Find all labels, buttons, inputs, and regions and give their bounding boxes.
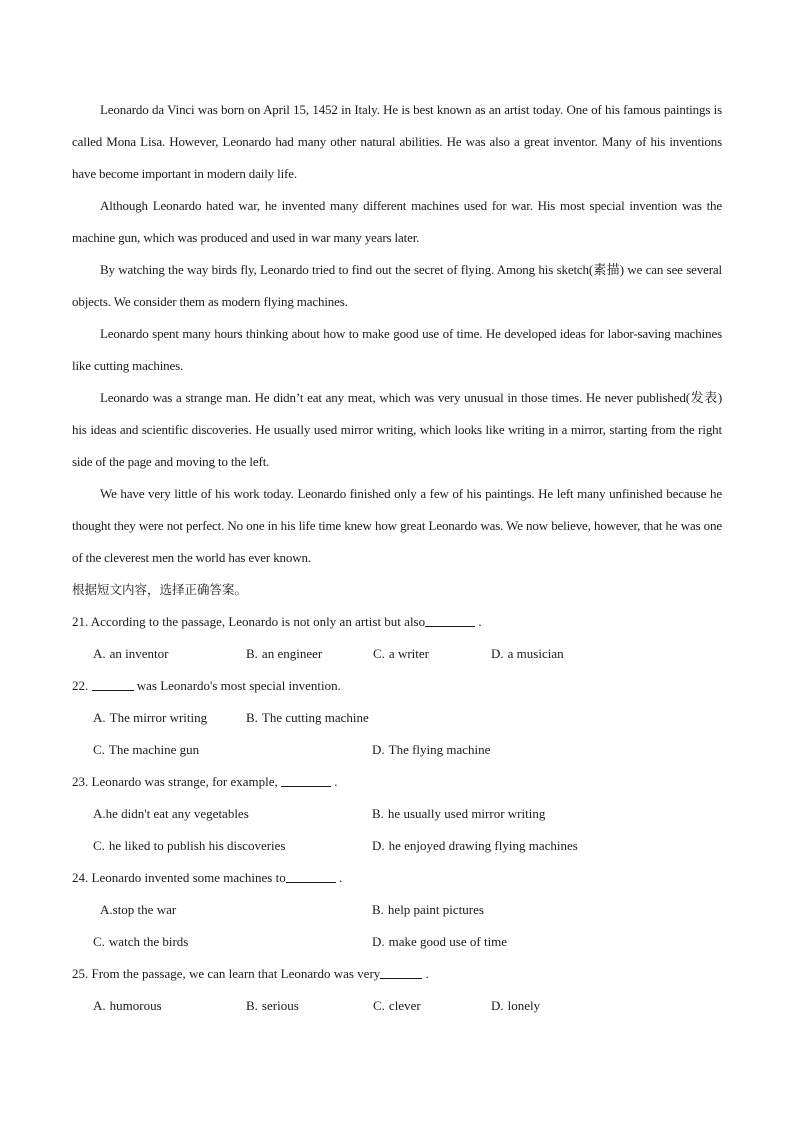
option-text: he didn't eat any vegetables	[105, 806, 249, 821]
option-text: lonely	[507, 998, 541, 1013]
options-row	[72, 798, 722, 830]
stem-end: .	[334, 774, 338, 789]
question-22	[72, 670, 722, 766]
question-stem	[72, 958, 722, 990]
question-stem	[72, 862, 722, 894]
option-a[interactable]	[93, 638, 168, 670]
answer-blank	[92, 677, 134, 691]
option-c[interactable]	[373, 638, 429, 670]
option-text: stop the war	[112, 902, 177, 917]
options-row	[72, 926, 722, 958]
option-text: help paint pictures	[387, 902, 484, 917]
options-row	[72, 990, 722, 1022]
passage-paragraph: Leonardo was a strange man. He didn’t eat any meat, which was very unusual in those times. He never published(发表) his ideas and scientific discoveries. He usually used mirror writing, which looks like writing in a mirror, starting from the right side of the page and moving to the left.	[72, 390, 722, 469]
stem-text: From the passage, we can learn that Leonardo was very	[91, 966, 381, 981]
option-d[interactable]	[372, 734, 490, 766]
option-b[interactable]	[372, 798, 545, 830]
question-stem	[72, 766, 722, 798]
option-letter: C.	[373, 646, 385, 661]
option-a[interactable]	[93, 702, 207, 734]
option-text: he usually used mirror writing	[387, 806, 546, 821]
option-d[interactable]	[491, 638, 564, 670]
options-row	[72, 702, 722, 734]
option-letter: A.	[93, 710, 106, 725]
option-letter: D.	[491, 998, 504, 1013]
question-24	[72, 862, 722, 958]
option-d[interactable]	[372, 830, 578, 862]
option-c[interactable]	[373, 990, 421, 1022]
question-stem	[72, 670, 722, 702]
passage-paragraph: Leonardo da Vinci was born on April 15, 1452 in Italy. He is best known as an artist today. One of his famous paintings is called Mona Lisa. However, Leonardo had many other natural abilities. He was also a great inventor. Many of his inventions have become important in modern daily life.	[72, 102, 722, 181]
answer-blank	[380, 965, 422, 979]
option-letter: A.	[100, 902, 113, 917]
option-text: he enjoyed drawing flying machines	[388, 838, 578, 853]
option-text: The mirror writing	[109, 710, 208, 725]
option-letter: C.	[93, 934, 105, 949]
answer-blank	[425, 613, 475, 627]
option-a[interactable]	[93, 798, 249, 830]
option-letter: B.	[372, 806, 384, 821]
option-text: humorous	[109, 998, 162, 1013]
option-a[interactable]	[100, 894, 176, 926]
stem-text: Leonardo was strange, for example,	[91, 774, 278, 789]
option-text: make good use of time	[388, 934, 508, 949]
option-letter: B.	[246, 646, 258, 661]
question-stem	[72, 606, 722, 638]
question-number: 24.	[72, 870, 89, 885]
option-b[interactable]	[246, 638, 322, 670]
stem-end: .	[478, 614, 482, 629]
option-d[interactable]	[372, 926, 507, 958]
reading-passage	[72, 94, 722, 574]
question-23	[72, 766, 722, 862]
option-d[interactable]	[491, 990, 540, 1022]
worksheet-page	[72, 94, 722, 1022]
option-b[interactable]	[246, 990, 299, 1022]
option-text: an inventor	[109, 646, 169, 661]
passage-paragraph: We have very little of his work today. Leonardo finished only a few of his paintings. He left many unfinished because he thought they were not perfect. No one in his life time knew how great Leonardo was. We now believe, however, that he was one of the cleverest men the world has ever known.	[72, 486, 722, 565]
option-letter: A.	[93, 806, 106, 821]
stem-text: According to the passage, Leonardo is not only an artist but also	[90, 614, 426, 629]
option-letter: A.	[93, 646, 106, 661]
option-c[interactable]	[93, 734, 199, 766]
question-25	[72, 958, 722, 1022]
option-text: a writer	[388, 646, 429, 661]
option-text: serious	[261, 998, 299, 1013]
option-letter: B.	[246, 710, 258, 725]
stem-text: was Leonardo's most special invention.	[136, 678, 341, 693]
option-letter: D.	[491, 646, 504, 661]
option-b[interactable]	[372, 894, 484, 926]
stem-end: .	[425, 966, 429, 981]
passage-paragraph: By watching the way birds fly, Leonardo tried to find out the secret of flying. Among his sketch(素描) we can see several objects. We consider them as modern flying machines.	[72, 262, 722, 309]
option-text: an engineer	[261, 646, 323, 661]
options-row	[72, 830, 722, 862]
question-number: 23.	[72, 774, 89, 789]
option-text: a musician	[507, 646, 564, 661]
option-c[interactable]	[93, 830, 285, 862]
option-letter: B.	[372, 902, 384, 917]
question-21	[72, 606, 722, 670]
question-number: 22.	[72, 678, 89, 693]
question-number: 21.	[72, 614, 89, 629]
options-row	[72, 638, 722, 670]
option-text: clever	[388, 998, 421, 1013]
option-letter: D.	[372, 934, 385, 949]
stem-text: Leonardo invented some machines to	[91, 870, 286, 885]
option-letter: C.	[373, 998, 385, 1013]
option-letter: B.	[246, 998, 258, 1013]
instruction-text: 根据短文内容，选择正确答案。	[72, 582, 248, 597]
options-row	[72, 734, 722, 766]
option-text: The machine gun	[108, 742, 200, 757]
option-text: The flying machine	[388, 742, 491, 757]
options-row	[72, 894, 722, 926]
option-letter: C.	[93, 742, 105, 757]
option-letter: C.	[93, 838, 105, 853]
option-letter: D.	[372, 742, 385, 757]
option-letter: D.	[372, 838, 385, 853]
question-number: 25.	[72, 966, 89, 981]
stem-end: .	[338, 870, 343, 885]
option-text: watch the birds	[108, 934, 189, 949]
option-text: he liked to publish his discoveries	[108, 838, 286, 853]
option-letter: A.	[93, 998, 106, 1013]
option-c[interactable]	[93, 926, 188, 958]
answer-blank	[281, 773, 331, 787]
option-text: The cutting machine	[261, 710, 369, 725]
passage-paragraph: Although Leonardo hated war, he invented many different machines used for war. His most special invention was the machine gun, which was produced and used in war many years later.	[72, 198, 722, 245]
option-a[interactable]	[93, 990, 162, 1022]
answer-blank	[286, 869, 336, 883]
option-b[interactable]	[246, 702, 369, 734]
passage-paragraph: Leonardo spent many hours thinking about how to make good use of time. He developed ideas for labor-saving machines like cutting machines.	[72, 326, 722, 373]
